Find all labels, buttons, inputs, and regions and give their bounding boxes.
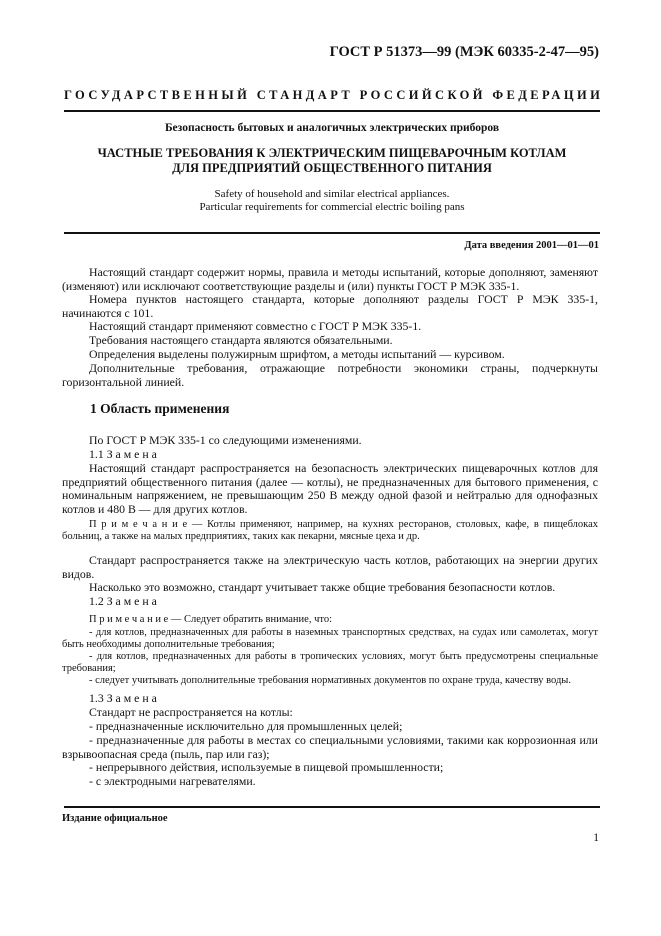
page-number: 1 <box>593 832 599 844</box>
exclusion-item-1: - предназначенные исключительно для промышленных целей; <box>89 719 403 733</box>
official-edition-label: Издание официальное <box>62 813 168 824</box>
intro-paragraph-3: Настоящий стандарт применяют совместно с ГОСТ Р МЭК 335-1. <box>89 319 422 333</box>
state-standard-title: ГОСУДАРСТВЕННЫЙ СТАНДАРТ РОССИЙСКОЙ ФЕДЕРАЦИИ <box>64 88 604 102</box>
top-rule <box>64 110 600 112</box>
main-title-line-1: ЧАСТНЫЕ ТРЕБОВАНИЯ К ЭЛЕКТРИЧЕСКИМ ПИЩЕВАРОЧНЫМ КОТЛАМ <box>97 146 567 160</box>
english-title <box>64 188 600 214</box>
english-title-line-2: Particular requirements for commercial electric boiling pans <box>199 201 465 213</box>
scope-paragraph-2: Настоящий стандарт распространяется на безопасность электрических пищеварочных котлов для предприятий общественного питания (далее — котлы), не предназначенных для бытового применения, с номинальным напряжением, не превышающим 250 В между одной фазой и нейтралью для однофазных котлов и 480 В — для других котлов. <box>62 461 598 516</box>
note-2-item-2: - для котлов, предназначенных для работы в тропических условиях, могут быть предусмотрены специальные требования; <box>62 651 598 675</box>
introduction-date: Дата введения 2001—01—01 <box>464 240 599 251</box>
main-title-line-2: ДЛЯ ПРЕДПРИЯТИЙ ОБЩЕСТВЕННОГО ПИТАНИЯ <box>172 161 492 175</box>
exclusion-item-4: - с электродными нагревателями. <box>89 774 256 788</box>
standard-main-title <box>64 146 600 176</box>
date-rule <box>64 232 600 234</box>
intro-paragraph-1: Настоящий стандарт содержит нормы, правила и методы испытаний, которые дополняют, заменяют (изменяют) или исключают соответствующие разделы и (или) пункты ГОСТ Р МЭК 335-1. <box>62 265 598 293</box>
note-2-item-1: - для котлов, предназначенных для работы в наземных транспортных средствах, на судах или самолетах, могут быть необходимы дополнительные требования; <box>62 627 598 651</box>
scope-paragraph-3: Стандарт распространяется также на электрическую часть котлов, работающих на энергии других видов. <box>62 553 598 581</box>
footer-rule <box>64 806 600 808</box>
scope-paragraph-4: Насколько это возможно, стандарт учитывает также общие требования безопасности котлов. <box>89 580 556 594</box>
intro-paragraph-6: Дополнительные требования, отражающие потребности экономики страны, подчеркнуты горизонтальной линией. <box>62 361 598 389</box>
note-1: П р и м е ч а н и е — Котлы применяют, например, на кухнях ресторанов, столовых, кафе, в пищеблоках больниц, а также на малых предприятиях, таких как пекарни, мясные цеха и др. <box>62 519 598 543</box>
intro-paragraph-5: Определения выделены полужирным шрифтом, а методы испытаний — курсивом. <box>89 347 505 361</box>
exclusion-item-3: - непрерывного действия, используемые в пищевой промышленности; <box>89 760 444 774</box>
intro-paragraph-4: Требования настоящего стандарта являются обязательными. <box>89 333 393 347</box>
document-id: ГОСТ Р 51373—99 (МЭК 60335-2-47—95) <box>329 44 599 60</box>
scope-paragraph-1: По ГОСТ Р МЭК 335-1 со следующими изменениями. <box>89 433 362 447</box>
clause-1-1-label: 1.1 З а м е н а <box>89 447 157 461</box>
english-title-line-1: Safety of household and similar electrical appliances. <box>214 188 450 200</box>
note-2-item-3: - следует учитывать дополнительные требования нормативных документов по охране труда, качеству воды. <box>89 675 571 686</box>
note-2-heading: П р и м е ч а н и е — Следует обратить внимание, что: <box>89 614 332 625</box>
clause-1-2-label: 1.2 З а м е н а <box>89 594 157 608</box>
scope-paragraph-5: Стандарт не распространяется на котлы: <box>89 705 293 719</box>
exclusion-item-2: - предназначенные для работы в местах со специальными условиями, такими как коррозионная или взрывоопасная среда (пыль, пар или газ); <box>62 733 598 761</box>
standard-subtitle: Безопасность бытовых и аналогичных электрических приборов <box>164 122 500 134</box>
clause-1-3-label: 1.3 З а м е н а <box>89 691 157 705</box>
section-1-heading: 1 Область применения <box>90 401 230 416</box>
intro-paragraph-2: Номера пунктов настоящего стандарта, которые дополняют разделы ГОСТ Р МЭК 335-1, начинаются с 101. <box>62 292 598 320</box>
